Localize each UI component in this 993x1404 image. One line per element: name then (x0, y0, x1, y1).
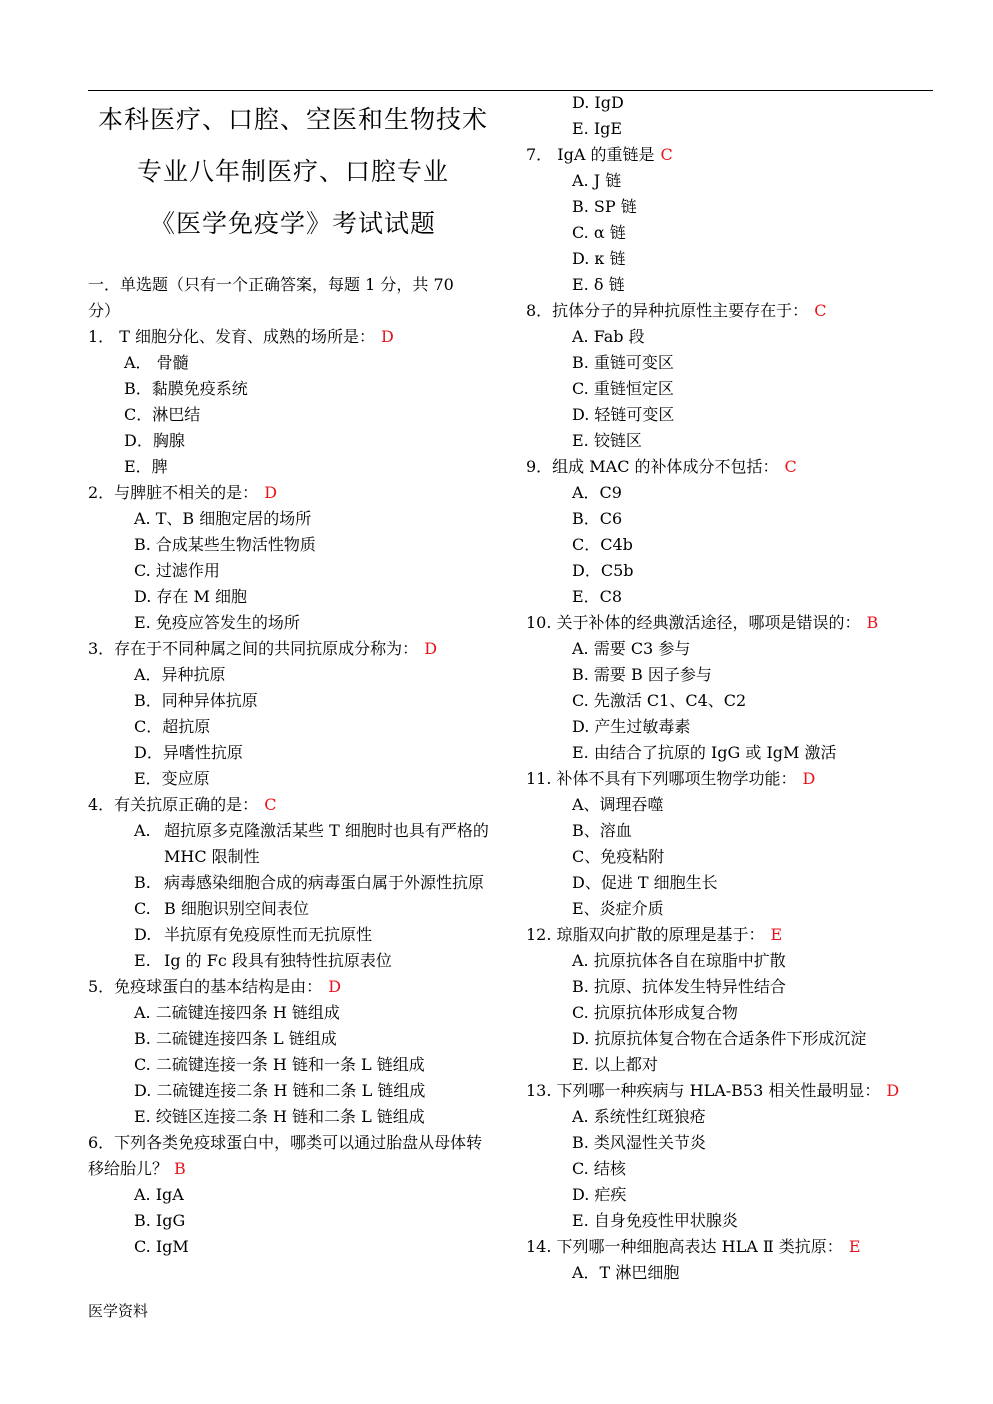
section-heading-cont: 分） (88, 301, 121, 320)
option: D. IgD (572, 93, 624, 112)
answer-key: D (802, 769, 816, 788)
option: E. 自身免疫性甲状腺炎 (572, 1211, 738, 1230)
option: D．C5b (572, 561, 634, 580)
question-stem: 11. 补体不具有下列哪项生物学功能： D (526, 769, 816, 788)
question-stem: 6．下列各类免疫球蛋白中，哪类可以通过胎盘从母体转移给胎儿？ B (88, 1133, 483, 1178)
question-5 (88, 974, 508, 1130)
question-7 (526, 142, 926, 298)
option: E. δ 链 (572, 275, 625, 294)
option: D. 存在 M 细胞 (134, 587, 247, 606)
option: D. 二硫键连接二条 H 链和二条 L 链组成 (134, 1081, 426, 1100)
option: E．脾 (124, 457, 168, 476)
option: C．超抗原 (134, 717, 211, 736)
right-column (526, 90, 926, 1286)
answer-key: C (814, 301, 827, 320)
question-stem: 14. 下列哪一种细胞高表达 HLA Ⅱ 类抗原： E (526, 1237, 861, 1256)
answer-key: C (264, 795, 277, 814)
answer-key: E (770, 925, 783, 944)
option: A. IgA (134, 1185, 184, 1204)
left-column (88, 272, 508, 1260)
option: C．C4b (572, 535, 633, 554)
question-10 (526, 610, 926, 766)
question-stem: 10. 关于补体的经典激活途径，哪项是错误的： B (526, 613, 879, 632)
answer-key: B (174, 1159, 186, 1178)
option: D. 产生过敏毒素 (572, 717, 691, 736)
question-9 (526, 454, 926, 610)
option: B. 抗原、抗体发生特异性结合 (572, 977, 786, 996)
question-stem: 12. 琼脂双向扩散的原理是基于： E (526, 925, 783, 944)
option: D. 轻链可变区 (572, 405, 675, 424)
option: E. 由结合了抗原的 IgG 或 IgM 激活 (572, 743, 837, 762)
option: A．异种抗原 (134, 665, 226, 684)
option: E. IgE (572, 119, 623, 138)
option: C. 重链恒定区 (572, 379, 674, 398)
question-stem: 9．组成 MAC 的补体成分不包括： C (526, 457, 797, 476)
option: C. IgM (134, 1237, 189, 1256)
question-6 (88, 1130, 508, 1260)
option: E. 以上都对 (572, 1055, 658, 1074)
option: A. T、B 细胞定居的场所 (134, 509, 312, 528)
option: B. SP 链 (572, 197, 637, 216)
option: E. Ig 的 Fc 段具有独特性抗原表位 (134, 951, 392, 970)
option: C. 二硫键连接一条 H 链和一条 L 链组成 (134, 1055, 425, 1074)
option: A. J 链 (572, 171, 622, 190)
option: A. 二硫键连接四条 H 链组成 (134, 1003, 340, 1022)
option: C. 过滤作用 (134, 561, 220, 580)
option: E. 铰链区 (572, 431, 642, 450)
option: B．黏膜免疫系统 (124, 379, 248, 398)
option: B. IgG (134, 1211, 186, 1230)
answer-key: D (328, 977, 342, 996)
option: C. 先激活 C1、C4、C2 (572, 691, 747, 710)
question-14 (526, 1234, 926, 1286)
option: D．异嗜性抗原 (134, 743, 243, 762)
question-2 (88, 480, 508, 636)
option: A. 需要 C3 参与 (572, 639, 691, 658)
option: B. 类风湿性关节炎 (572, 1133, 706, 1152)
option: B. 重链可变区 (572, 353, 674, 372)
option: A、调理吞噬 (572, 795, 664, 814)
question-stem: 5．免疫球蛋白的基本结构是由： D (88, 977, 342, 996)
question-stem: 7． IgA 的重链是 C (526, 145, 673, 164)
option: D. κ 链 (572, 249, 626, 268)
option: A. 抗原抗体各自在琼脂中扩散 (572, 951, 786, 970)
page-title-line-3: 《医学免疫学》考试试题 (149, 209, 436, 238)
option: B、溶血 (572, 821, 632, 840)
question-stem: 2．与脾脏不相关的是： D (88, 483, 278, 502)
option: B．C6 (572, 509, 623, 528)
question-stem: 4．有关抗原正确的是： C (88, 795, 277, 814)
option: A. 超抗原多克隆激活某些 T 细胞时也具有严格的 MHC 限制性 (134, 821, 489, 866)
option: C. α 链 (572, 223, 626, 242)
option: B. 病毒感染细胞合成的病毒蛋白属于外源性抗原 (134, 873, 485, 892)
option: C. 抗原抗体形成复合物 (572, 1003, 738, 1022)
option: C. 结核 (572, 1159, 626, 1178)
option: E．C8 (572, 587, 623, 606)
option: A． 骨髓 (124, 353, 189, 372)
question-stem: 1． T 细胞分化、发育、成熟的场所是： D (88, 327, 394, 346)
option: A. 系统性红斑狼疮 (572, 1107, 706, 1126)
answer-key: D (381, 327, 394, 346)
option: E. 绞链区连接二条 H 链和二条 L 链组成 (134, 1107, 425, 1126)
option: C．淋巴结 (124, 405, 201, 424)
option: D. 抗原抗体复合物在合适条件下形成沉淀 (572, 1029, 867, 1048)
option: C、免疫粘附 (572, 847, 665, 866)
option: E、炎症介质 (572, 899, 664, 918)
option: B. 需要 B 因子参与 (572, 665, 712, 684)
question-1 (88, 324, 508, 480)
answer-key: E (848, 1237, 861, 1256)
question-4 (88, 792, 508, 974)
answer-key: C (660, 145, 673, 164)
section-heading: 一．单选题（只有一个正确答案，每题 1 分，共 70 (88, 275, 454, 294)
option: D. 半抗原有免疫原性而无抗原性 (134, 925, 373, 944)
option: E．变应原 (134, 769, 210, 788)
option: A．C9 (572, 483, 622, 502)
answer-key: D (264, 483, 278, 502)
option: C. B 细胞识别空间表位 (134, 899, 309, 918)
answer-key: D (424, 639, 438, 658)
question-stem: 3．存在于不同种属之间的共同抗原成分称为： D (88, 639, 438, 658)
page-title-line-1: 本科医疗、口腔、空医和生物技术 (97, 105, 488, 134)
question-12 (526, 922, 926, 1078)
question-3 (88, 636, 508, 792)
question-stem: 13. 下列哪一种疾病与 HLA-B53 相关性最明显： D (526, 1081, 900, 1100)
footer-label: 医学资料 (88, 1302, 149, 1320)
option: B．同种异体抗原 (134, 691, 258, 710)
option: E. 免疫应答发生的场所 (134, 613, 300, 632)
answer-key: D (886, 1081, 900, 1100)
option: A. Fab 段 (572, 327, 645, 346)
option: B. 合成某些生物活性物质 (134, 535, 316, 554)
question-11 (526, 766, 926, 922)
answer-key: B (866, 613, 879, 632)
option: B. 二硫键连接四条 L 链组成 (134, 1029, 337, 1048)
question-13 (526, 1078, 926, 1234)
answer-key: C (784, 457, 797, 476)
question-stem: 8．抗体分子的异种抗原性主要存在于： C (526, 301, 827, 320)
page-title-line-2: 专业八年制医疗、口腔专业 (136, 157, 449, 186)
option: D、促进 T 细胞生长 (572, 873, 718, 892)
option: A．T 淋巴细胞 (572, 1263, 680, 1282)
option: D．胸腺 (124, 431, 185, 450)
question-8 (526, 298, 926, 454)
option: D. 疟疾 (572, 1185, 627, 1204)
